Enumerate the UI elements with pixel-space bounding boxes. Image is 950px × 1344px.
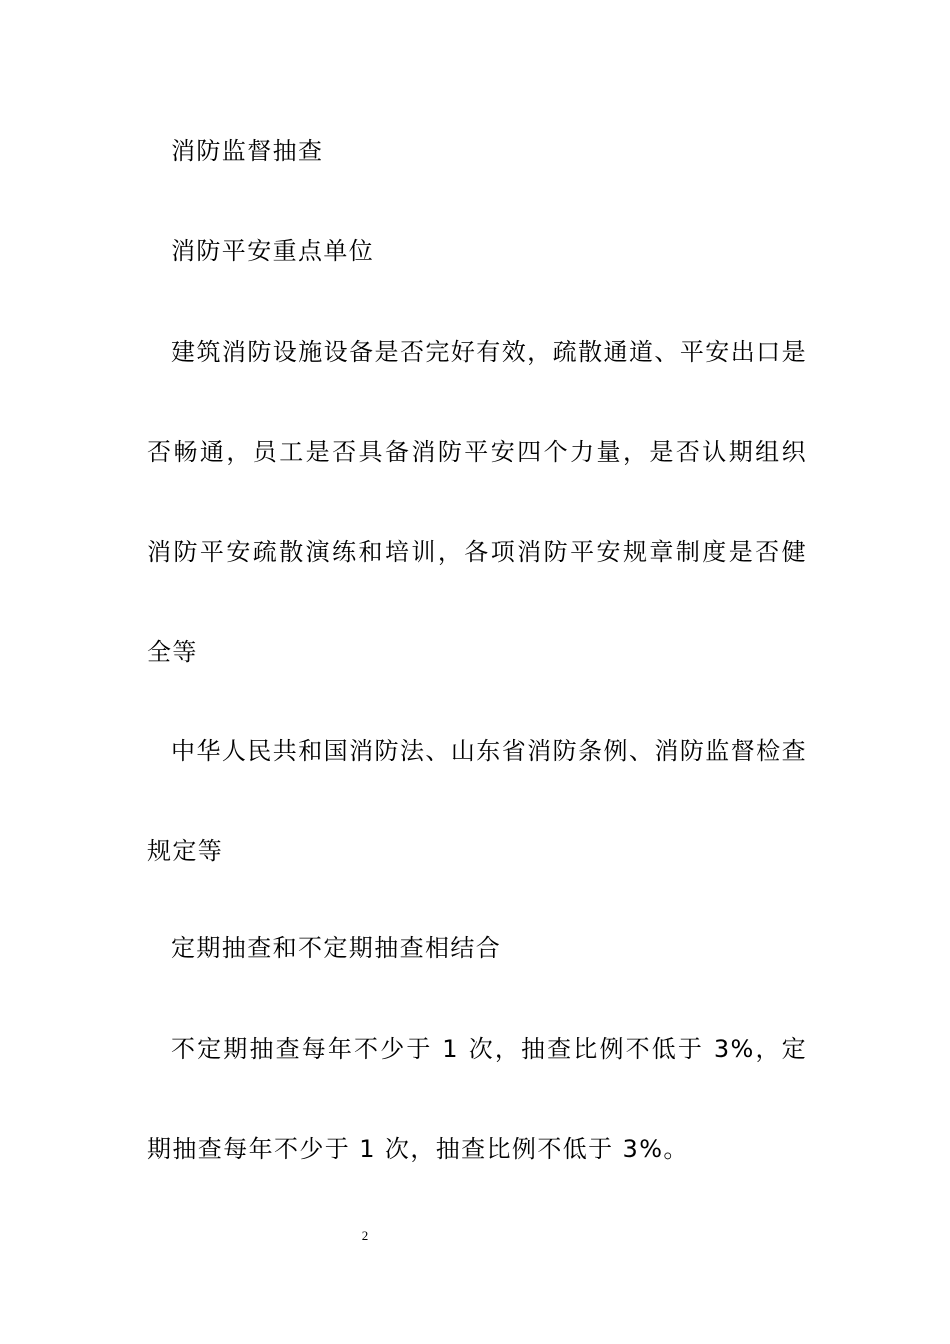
paragraph-frequency: 不定期抽查每年不少于 1 次，抽查比例不低于 3%，定期抽查每年不少于 1 次，抽查比例不低于 3%。	[147, 1035, 807, 1163]
paragraph-subject: 消防平安重点单位	[171, 237, 375, 265]
page-number: 2	[361, 1228, 369, 1243]
paragraph-basis: 中华人民共和国消防法、山东省消防条例、消防监督检查规定等	[147, 737, 807, 865]
paragraph-content: 建筑消防设施设备是否完好有效，疏散通道、平安出口是否畅通，员工是否具备消防平安四个力量，是否认期组织消防平安疏散演练和培训，各项消防平安规章制度是否健全等	[147, 338, 807, 666]
paragraph-title: 消防监督抽查	[171, 137, 324, 165]
paragraph-method: 定期抽查和不定期抽查相结合	[171, 934, 502, 962]
